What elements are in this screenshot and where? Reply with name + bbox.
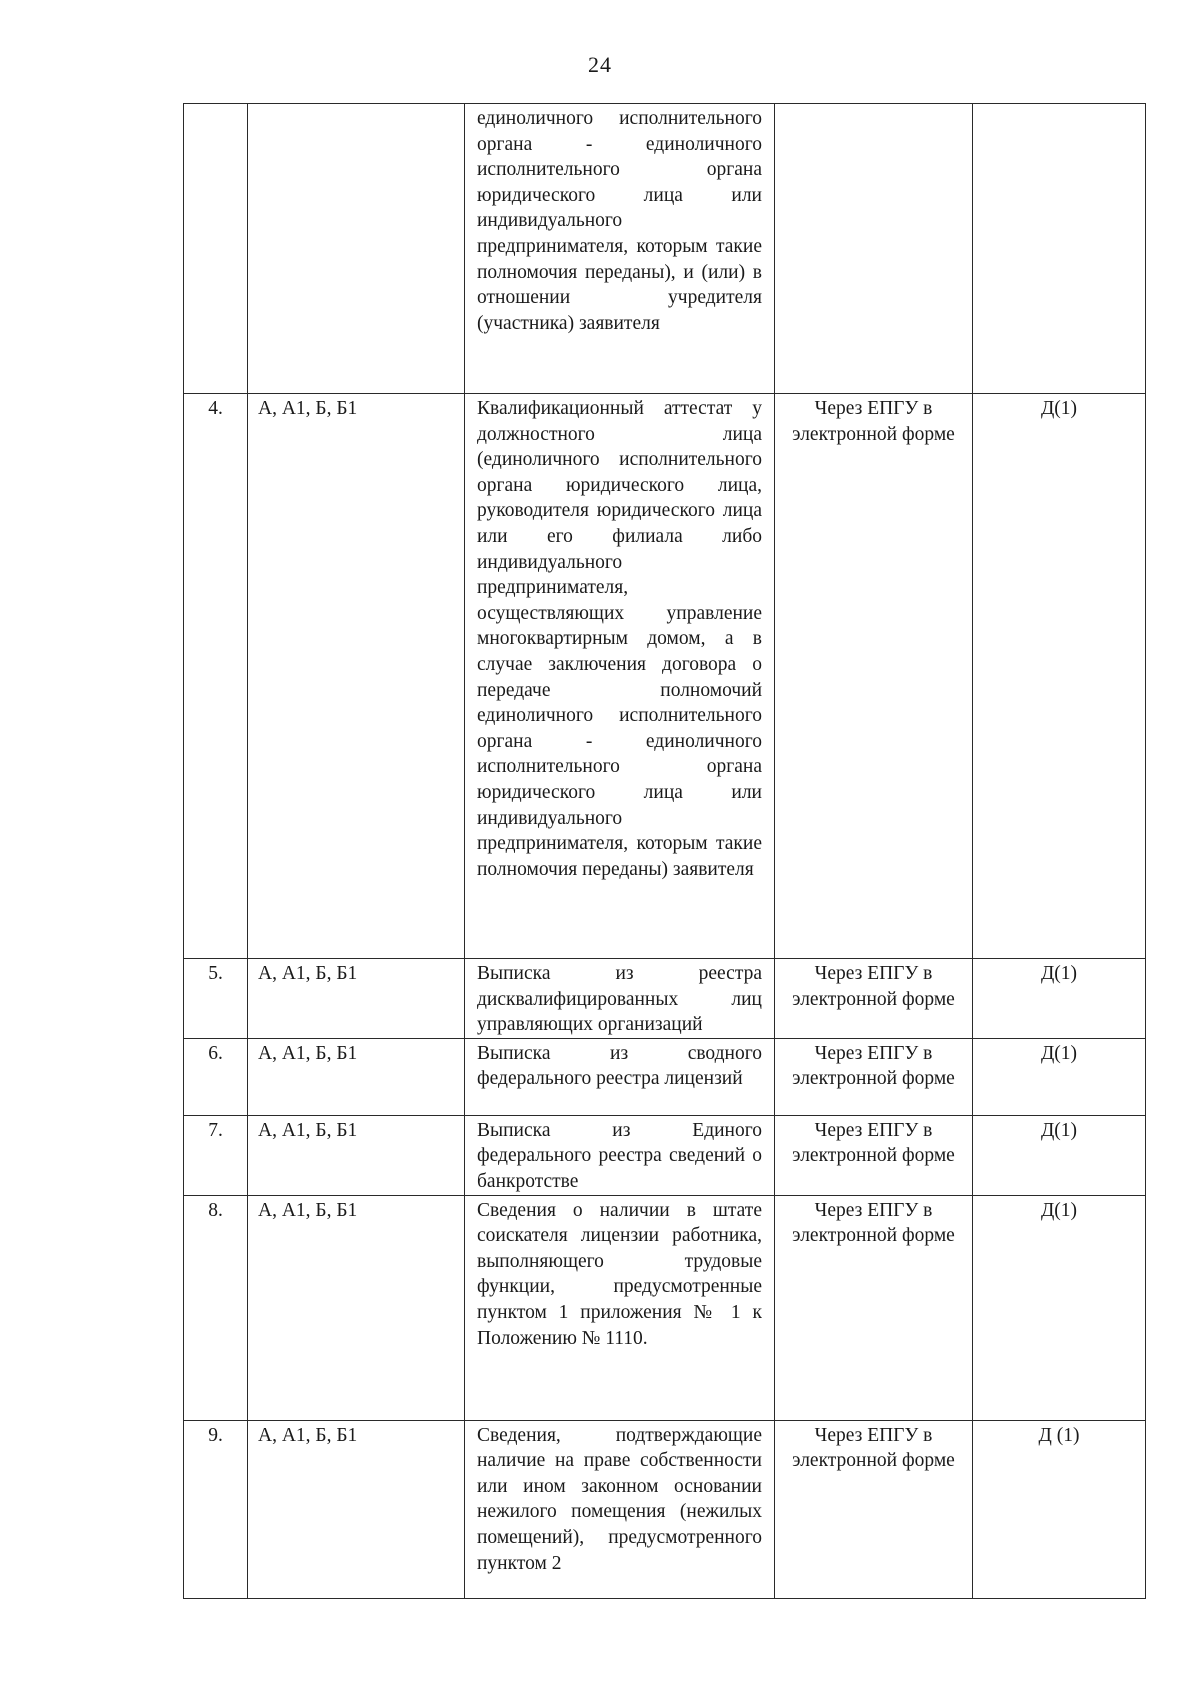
document-description: Сведения о наличии в штате соискателя лицензии работника, выполняющего трудовые функции, предусмотренные пунктом 1 приложения № 1 к Положению № 1110. — [465, 1195, 775, 1420]
submission-method: Через ЕПГУ в электронной форме — [775, 1420, 973, 1598]
document-description: Выписка из реестра дисквалифицированных лиц управляющих организаций — [465, 959, 775, 1039]
page-number: 24 — [588, 52, 612, 77]
applicant-categories: А, А1, Б, Б1 — [248, 394, 465, 959]
document-code: Д(1) — [973, 1195, 1146, 1420]
submission-method: Через ЕПГУ в электронной форме — [775, 1115, 973, 1195]
table-row — [184, 104, 1146, 394]
applicant-categories — [248, 104, 465, 394]
applicant-categories: А, А1, Б, Б1 — [248, 1115, 465, 1195]
table-row — [184, 1115, 1146, 1195]
table-row — [184, 394, 1146, 959]
applicant-categories: А, А1, Б, Б1 — [248, 1420, 465, 1598]
row-number: 7. — [184, 1115, 248, 1195]
document-code: Д(1) — [973, 1115, 1146, 1195]
table-row — [184, 1195, 1146, 1420]
applicant-categories: А, А1, Б, Б1 — [248, 959, 465, 1039]
row-number — [184, 104, 248, 394]
row-number: 6. — [184, 1038, 248, 1115]
document-description: Сведения, подтверждающие наличие на праве собственности или ином законном основании нежилого помещения (нежилых помещений), предусмотренного пунктом 2 — [465, 1420, 775, 1598]
applicant-categories: А, А1, Б, Б1 — [248, 1195, 465, 1420]
document-description: Квалификационный аттестат у должностного лица (единоличного исполнительного органа юридического лица, руководителя юридического лица или его филиала либо индивидуального предпринимателя, осуществляющих управление многоквартирным домом, а в случае заключения договора о передаче полномочий единоличного исполнительного органа - единоличного исполнительного органа юридического лица или индивидуального предпринимателя, которым такие полномочия переданы) заявителя — [465, 394, 775, 959]
document-description: Выписка из Единого федерального реестра сведений о банкротстве — [465, 1115, 775, 1195]
table-row — [184, 1420, 1146, 1598]
submission-method: Через ЕПГУ в электронной форме — [775, 959, 973, 1039]
table-row — [184, 1038, 1146, 1115]
documents-table — [183, 103, 1146, 1599]
submission-method: Через ЕПГУ в электронной форме — [775, 394, 973, 959]
row-number: 5. — [184, 959, 248, 1039]
document-description: Выписка из сводного федерального реестра лицензий — [465, 1038, 775, 1115]
submission-method — [775, 104, 973, 394]
document-code — [973, 104, 1146, 394]
document-description: единоличного исполнительного органа - единоличного исполнительного органа юридического лица или индивидуального предпринимателя, которым такие полномочия переданы), и (или) в отношении учредителя (участника) заявителя — [465, 104, 775, 394]
submission-method: Через ЕПГУ в электронной форме — [775, 1195, 973, 1420]
row-number: 8. — [184, 1195, 248, 1420]
submission-method: Через ЕПГУ в электронной форме — [775, 1038, 973, 1115]
row-number: 9. — [184, 1420, 248, 1598]
document-code: Д (1) — [973, 1420, 1146, 1598]
document-code: Д(1) — [973, 394, 1146, 959]
document-code: Д(1) — [973, 1038, 1146, 1115]
document-code: Д(1) — [973, 959, 1146, 1039]
applicant-categories: А, А1, Б, Б1 — [248, 1038, 465, 1115]
table-row — [184, 959, 1146, 1039]
row-number: 4. — [184, 394, 248, 959]
